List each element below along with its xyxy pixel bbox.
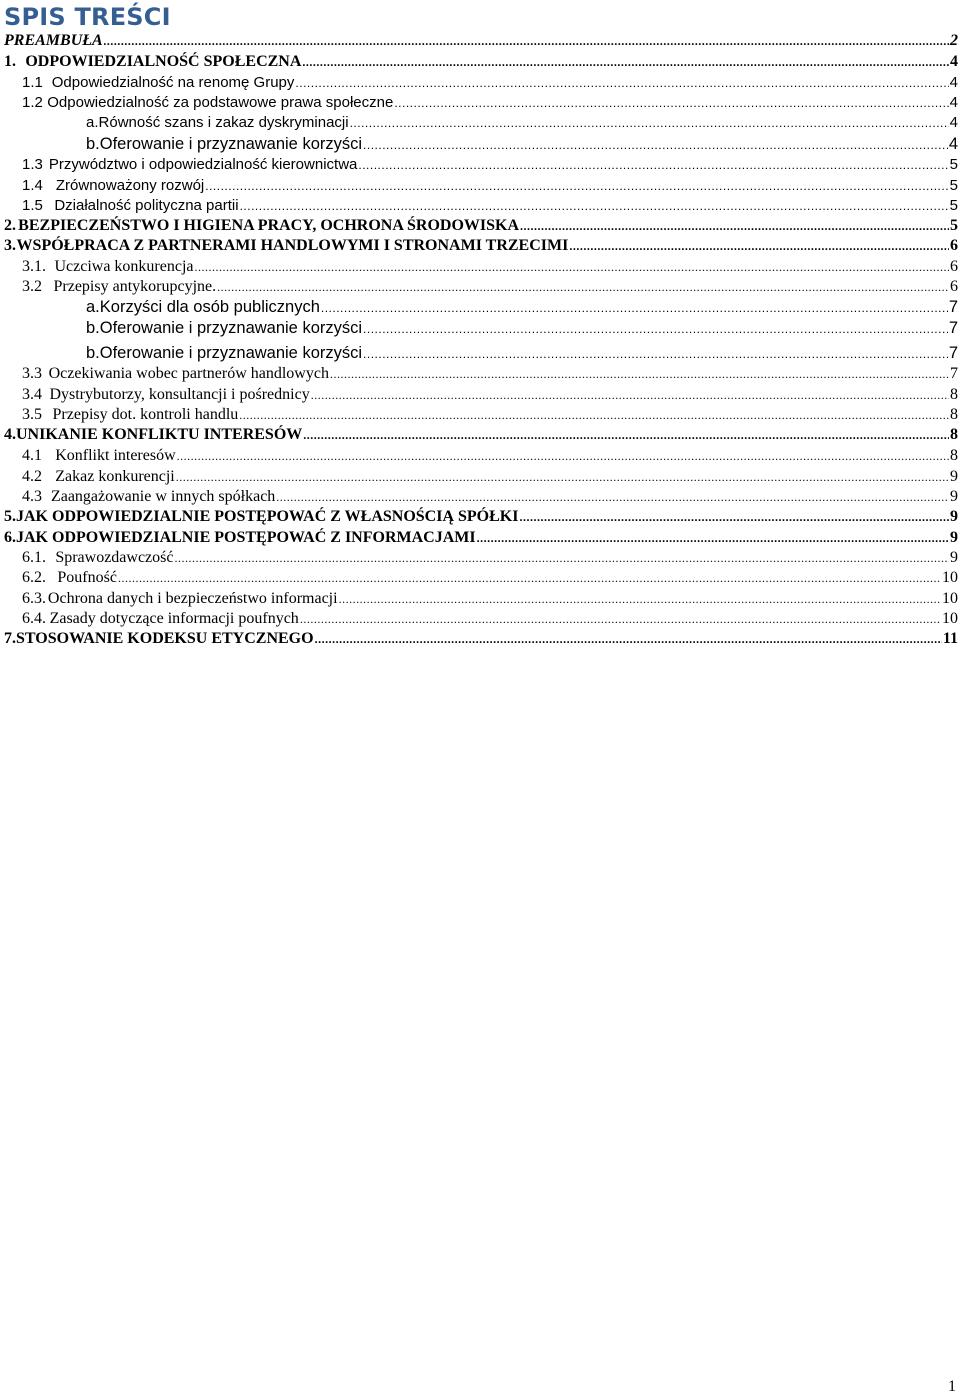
toc-entry-label: BEZPIECZEŃSTWO I HIGIENA PRACY, OCHRONA ŚRODOWISKA — [18, 217, 520, 234]
toc-leader-dots — [363, 322, 948, 336]
toc-entry-number: 1.3 — [22, 156, 43, 173]
toc-leader-dots — [569, 239, 949, 254]
toc-entry-number: 4.3 — [22, 488, 42, 505]
toc-leader-dots — [177, 449, 949, 464]
toc-entry-label: STOSOWANIE KODEKSU ETYCZNEGO — [16, 630, 314, 647]
toc-entry[interactable] — [22, 365, 958, 385]
toc-entry[interactable] — [4, 630, 958, 650]
toc-entry-page: 4 — [949, 114, 958, 131]
toc-leader-dots — [358, 158, 948, 172]
toc-entry-number: 5. — [4, 508, 16, 525]
toc-entry-label: WSPÓŁPRACA Z PARTNERAMI HANDLOWYMI I STRONAMI TRZECIMI — [16, 237, 569, 254]
toc-leader-dots — [321, 301, 948, 315]
toc-entry-page: 9 — [950, 549, 958, 566]
toc-entry[interactable] — [22, 549, 958, 569]
toc-entry-label: Oczekiwania wobec partnerów handlowych — [48, 365, 329, 382]
toc-entry-number: 6.4. — [22, 610, 46, 627]
toc-entry-number: 3. — [4, 237, 16, 254]
toc-entry-number: 1.1 — [22, 74, 43, 91]
toc-entry-page: 5 — [949, 156, 958, 173]
toc-entry-page: 7 — [948, 344, 958, 362]
toc-entry-number: 6.2. — [22, 569, 46, 586]
toc-entry-page: 11 — [942, 630, 958, 647]
toc-entry[interactable] — [22, 258, 958, 278]
toc-entry-page: 4 — [949, 74, 958, 91]
toc-entry-label: Uczciwa konkurencja — [54, 258, 194, 275]
toc-entry[interactable] — [4, 217, 958, 237]
toc-entry-page: 8 — [950, 447, 958, 464]
toc-entry-number: b. — [86, 344, 100, 362]
toc-entry-page: 6 — [950, 237, 958, 254]
toc-entry-number: 7. — [4, 630, 16, 647]
toc-leader-dots — [303, 428, 949, 443]
toc-leader-dots — [363, 347, 948, 361]
toc-entry[interactable] — [86, 135, 958, 155]
toc-entry[interactable] — [86, 114, 958, 134]
toc-entry[interactable] — [22, 406, 958, 426]
toc-entry-number: b. — [86, 319, 100, 337]
toc-entry-label: Poufność — [57, 569, 117, 586]
toc-leader-dots — [205, 179, 948, 193]
toc-entry-page: 7 — [950, 365, 958, 382]
toc-entry-number: 3.1. — [22, 258, 46, 275]
toc-entry-page: 10 — [942, 569, 958, 586]
toc-leader-dots — [394, 96, 948, 110]
toc-entry-label: Ochrona danych i bezpieczeństwo informacji — [47, 590, 338, 607]
toc-entry[interactable] — [22, 94, 958, 114]
toc-entry-page: 9 — [950, 468, 958, 485]
toc-entry-page: 6 — [950, 278, 958, 295]
toc-entry[interactable] — [22, 569, 958, 589]
toc-entry[interactable] — [22, 488, 958, 508]
toc-entry-number: b. — [86, 135, 100, 153]
toc-entry-number: 4.2 — [22, 468, 42, 485]
toc-entry-label: Przepisy antykorupcyjne. — [53, 278, 217, 295]
toc-entry-page: 5 — [949, 197, 958, 214]
toc-entry[interactable] — [86, 319, 958, 339]
toc-entry-number: 6.1. — [22, 549, 46, 566]
toc-entry-label: Zaangażowanie w innych spółkach — [50, 488, 276, 505]
toc-entry-page: 9 — [950, 529, 958, 546]
toc-leader-dots — [195, 260, 950, 275]
toc-leader-dots — [295, 76, 948, 90]
toc-entry[interactable] — [22, 590, 958, 610]
toc-entry-number: 4.1 — [22, 447, 42, 464]
toc-leader-dots — [339, 592, 941, 607]
toc-entry-label: JAK ODPOWIEDZIALNIE POSTĘPOWAĆ Z INFORMACJAMI — [16, 529, 476, 546]
toc-entry-page: 9 — [950, 508, 958, 525]
toc-entry-page: 5 — [949, 177, 958, 194]
toc-entry-number: 4. — [4, 426, 16, 443]
toc-entry-label: Oferowanie i przyznawanie korzyści — [99, 319, 363, 337]
toc-leader-dots — [363, 138, 948, 152]
toc-entry[interactable] — [22, 610, 958, 630]
toc-entry-label: Oferowanie i przyznawanie korzyści — [99, 344, 363, 362]
toc-entry-number: a. — [86, 114, 99, 131]
toc-entry-page: 6 — [950, 258, 958, 275]
toc-entry-page: 2 — [950, 32, 958, 49]
toc-entry-number: 3.2 — [22, 278, 42, 295]
toc-entry-label: Działalność polityczna partii — [54, 197, 239, 214]
toc-entry-page: 5 — [950, 217, 958, 234]
toc-leader-dots — [176, 470, 949, 485]
toc-entry[interactable] — [22, 156, 958, 176]
toc-entry-page: 8 — [950, 426, 958, 443]
toc-entry-label: Korzyści dla osób publicznych — [99, 298, 320, 316]
toc-entry-page: 10 — [942, 610, 958, 627]
toc-leader-dots — [104, 34, 949, 49]
toc-entry-label: Sprawozdawczość — [55, 549, 174, 566]
toc-entry[interactable] — [4, 237, 958, 257]
toc-entry-label: Przepisy dot. kontroli handlu — [52, 406, 239, 423]
toc-leader-dots — [302, 55, 949, 70]
toc-entry[interactable] — [4, 426, 958, 446]
toc-entry-label: Odpowiedzialność za podstawowe prawa społeczne — [47, 94, 394, 111]
toc-entry-number: 6. — [4, 529, 16, 546]
toc-entry-page: 7 — [948, 319, 958, 337]
toc-entry[interactable] — [22, 177, 958, 197]
toc-leader-dots — [519, 510, 949, 525]
toc-leader-dots — [240, 199, 949, 213]
toc-entry-page: 7 — [948, 298, 958, 316]
toc-entry[interactable] — [86, 298, 958, 318]
toc-leader-dots — [276, 490, 949, 505]
toc-entry[interactable] — [22, 278, 958, 298]
toc-entry[interactable] — [22, 468, 958, 488]
toc-entry-label: Dystrybutorzy, konsultancji i pośrednicy — [49, 386, 310, 403]
toc-entry[interactable] — [4, 53, 958, 73]
toc-entry-page: 8 — [950, 406, 958, 423]
toc-entry-label: Równość szans i zakaz dyskryminacji — [98, 114, 349, 131]
toc-entry-page: 4 — [949, 94, 958, 111]
toc-leader-dots — [118, 571, 941, 586]
toc-entry-number: 2. — [4, 217, 16, 234]
toc-entry-page: 4 — [950, 53, 958, 70]
toc-entry[interactable] — [22, 447, 958, 467]
toc-entry-label: Zrównoważony rozwój — [55, 177, 205, 194]
toc-entry-label: Oferowanie i przyznawanie korzyści — [99, 135, 363, 153]
toc-entry-number: 1.4 — [22, 177, 43, 194]
toc-entry-page: 10 — [942, 590, 958, 607]
toc-leader-dots — [217, 280, 949, 295]
toc-entry-label: Konflikt interesów — [55, 447, 176, 464]
toc-entry-number: 3.5 — [22, 406, 42, 423]
toc-entry-label: PREAMBUŁA — [4, 32, 103, 49]
toc-entry-label: JAK ODPOWIEDZIALNIE POSTĘPOWAĆ Z WŁASNOŚCIĄ SPÓŁKI — [16, 508, 519, 525]
toc-entry[interactable] — [22, 197, 958, 217]
toc-leader-dots — [520, 219, 949, 234]
toc-entry[interactable] — [86, 344, 958, 364]
toc-entry[interactable] — [4, 529, 958, 549]
toc-entry-number: 3.3 — [22, 365, 42, 382]
toc-entry-number: 1.2 — [22, 94, 43, 111]
toc-entry-number: 1.5 — [22, 197, 43, 214]
toc-entry-page: 9 — [950, 488, 958, 505]
toc-entry[interactable] — [22, 386, 958, 406]
toc-leader-dots — [311, 388, 949, 403]
toc-entry-number: 6.3. — [22, 590, 46, 607]
toc-entry[interactable] — [4, 508, 958, 528]
toc-leader-dots — [315, 632, 942, 647]
toc-entry-label: UNIKANIE KONFLIKTU INTERESÓW — [16, 426, 303, 443]
toc-leader-dots — [330, 367, 949, 382]
toc-leader-dots — [174, 551, 949, 566]
toc-leader-dots — [477, 531, 949, 546]
toc-entry-number: a. — [86, 298, 100, 316]
toc-entry-number: 3.4 — [22, 386, 42, 403]
toc-entry-label: Zakaz konkurencji — [55, 468, 175, 485]
toc-entry-number: 1. — [4, 53, 16, 70]
toc-entry-page: 4 — [948, 135, 958, 153]
toc-leader-dots — [350, 116, 949, 130]
toc-title: SPIS TREŚCI — [4, 3, 171, 31]
toc-entry[interactable] — [4, 32, 958, 52]
toc-leader-dots — [239, 408, 949, 423]
toc-entry-page: 8 — [950, 386, 958, 403]
toc-entry-label: Przywództwo i odpowiedzialność kierownictwa — [48, 156, 358, 173]
toc-entry-label: ODPOWIEDZIALNOŚĆ SPOŁECZNA — [25, 53, 302, 70]
page-number: 1 — [948, 1378, 956, 1395]
toc-entry-label: Odpowiedzialność na renomę Grupy — [51, 74, 295, 91]
toc-entry-label: Zasady dotyczące informacji poufnych — [49, 610, 299, 627]
toc-entry[interactable] — [22, 74, 958, 94]
toc-leader-dots — [300, 612, 941, 627]
